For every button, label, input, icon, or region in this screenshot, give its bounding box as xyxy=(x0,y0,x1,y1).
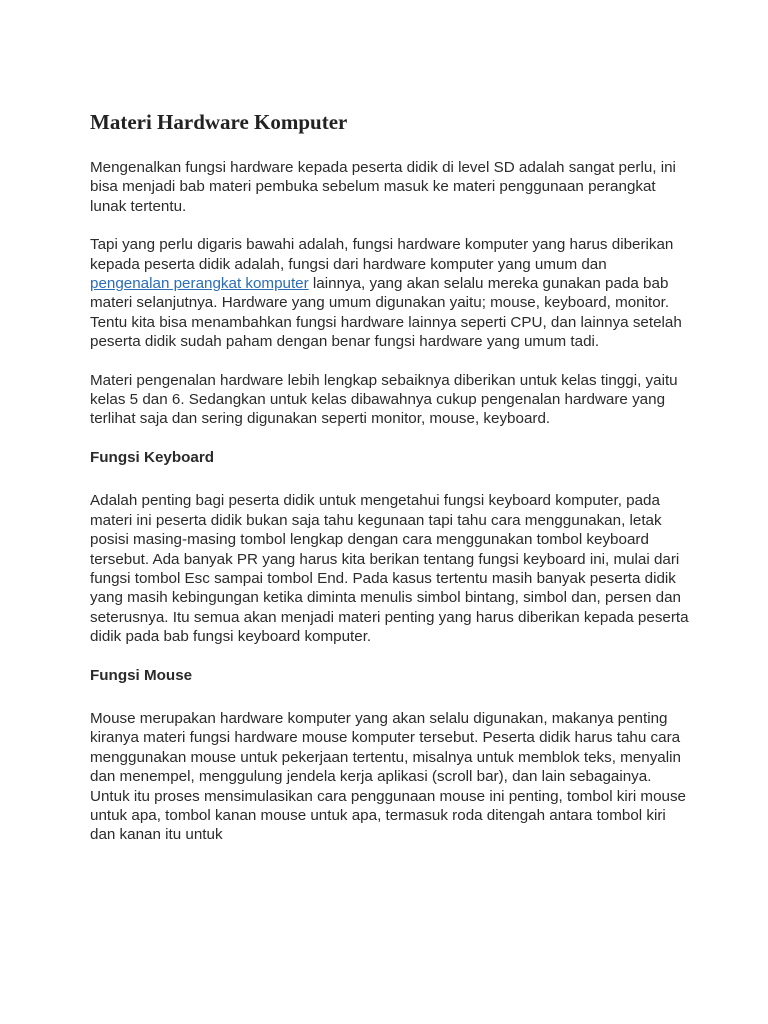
heading-fungsi-keyboard: Fungsi Keyboard xyxy=(90,448,215,466)
paragraph-kelas-tinggi: Materi pengenalan hardware lebih lengkap sebaiknya diberikan untuk kelas tinggi, yaitu kelas 5 dan 6. Sedangkan untuk kelas dibawahnya cukup pengenalan hardware yang terlihat saja dan sering digunakan seperti monitor, mouse, keyboard. xyxy=(90,371,678,428)
paragraph-fungsi-mouse: Mouse merupakan hardware komputer yang akan selalu digunakan, makanya penting kiranya materi fungsi hardware mouse komputer tersebut. Peserta didik harus tahu cara menggunakan mouse untuk pekerjaan tertentu, misalnya untuk memblok teks, menyalin dan menempel, menggulung jendela kerja aplikasi (scroll bar), dan lain sebagainya. Untuk itu proses mensimulasikan cara penggunaan mouse ini penting, tombol kiri mouse untuk apa, tombol kanan mouse untuk apa, termasuk roda ditengah antara tombol kiri dan kanan itu untuk xyxy=(90,709,687,844)
paragraph-hardware-umum xyxy=(90,235,690,351)
paragraph-fungsi-keyboard: Adalah penting bagi peserta didik untuk mengetahui fungsi keyboard komputer, pada materi ini peserta didik bukan saja tahu kegunaan tapi tahu cara menggunakan, letak posisi masing-masing tombol lengkap dengan cara menggunakan tombol keyboard tersebut. Ada banyak PR yang harus kita berikan tentang fungsi keyboard ini, mulai dari fungsi tombol Esc sampai tombol End. Pada kasus tertentu masih banyak peserta didik yang masih kebingungan ketika diminta menulis simbol bintang, simbol dan, persen dan seterusnya. Itu semua akan menjadi materi penting yang harus diberikan kepada peserta didik pada bab fungsi keyboard komputer. xyxy=(90,492,689,646)
document-page xyxy=(90,108,690,864)
paragraph2-text-after-link: lainnya, yang akan selalu mereka gunakan pada bab materi selanjutnya. Hardware yang umum digunakan yaitu; mouse, keyboard, monitor. Tentu kita bisa menambahkan fungsi hardware lainnya seperti CPU, dan lainnya setelah peserta didik sudah paham dengan benar fungsi hardware yang umum tadi. xyxy=(90,275,682,351)
intro-paragraph: Mengenalkan fungsi hardware kepada peserta didik di level SD adalah sangat perlu, ini bisa menjadi bab materi pembuka sebelum masuk ke materi penggunaan perangkat lunak tertentu. xyxy=(90,159,676,215)
heading-fungsi-mouse: Fungsi Mouse xyxy=(90,666,193,684)
pengenalan-perangkat-komputer-link[interactable]: pengenalan perangkat komputer xyxy=(90,275,309,293)
paragraph2-text-before-link: Tapi yang perlu digaris bawahi adalah, fungsi hardware komputer yang harus diberikan kepada peserta didik adalah, fungsi dari hardware komputer yang umum dan xyxy=(90,236,674,273)
article-title: Materi Hardware Komputer xyxy=(90,110,348,134)
